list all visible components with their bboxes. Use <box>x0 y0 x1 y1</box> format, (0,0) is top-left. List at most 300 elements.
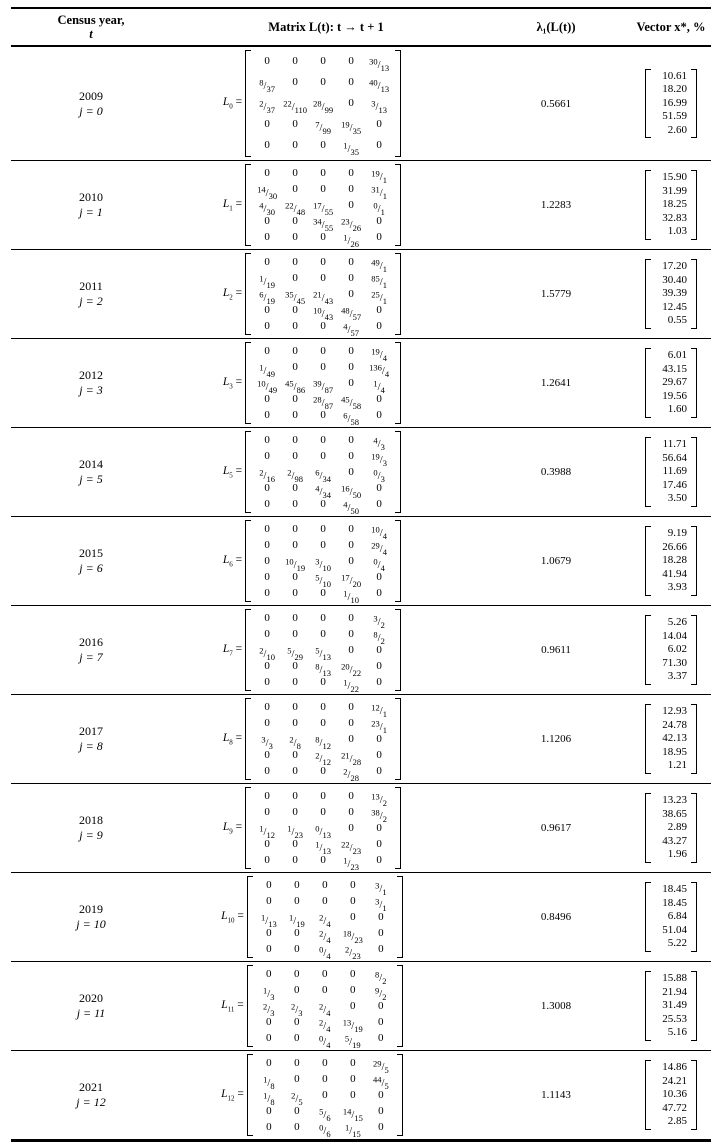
header-matrix: Matrix L(t): t → t + 1 <box>268 20 384 34</box>
matrix-entry: 0 <box>292 450 298 462</box>
matrix-entry: $^{17}/_{55}$ <box>313 200 334 217</box>
matrix-entry: 0 <box>322 1089 328 1101</box>
index-label: j = 5 <box>79 472 103 486</box>
census-year-cell <box>11 279 171 309</box>
matrix-entry: $^1/_{35}$ <box>343 140 359 157</box>
matrix-entry: $^{23}/_1$ <box>371 718 387 735</box>
vector-value: 25.53 <box>662 1012 687 1025</box>
matrix-cell <box>171 698 481 783</box>
matrix-right-bracket <box>395 50 401 157</box>
matrix-entry: 0 <box>292 434 298 446</box>
matrix-entry: 0 <box>292 304 298 316</box>
matrix-entry: 0 <box>292 660 298 672</box>
matrix-entry: 0 <box>378 943 384 955</box>
matrix-entry: 0 <box>320 231 326 243</box>
matrix-entry: 0 <box>266 879 272 891</box>
matrix-entry: 0 <box>348 539 354 551</box>
matrix-entry: 0 <box>320 272 326 284</box>
vector-value: 47.72 <box>662 1101 687 1114</box>
index-label: j = 7 <box>79 650 103 664</box>
vector-value: 26.66 <box>662 540 687 553</box>
vector-value: 71.30 <box>662 656 687 669</box>
matrix-entry: $^1/_{22}$ <box>343 677 359 694</box>
matrix-entry: $^9/_2$ <box>375 985 387 1002</box>
matrix-entry: 0 <box>294 984 300 996</box>
census-year: 2015 <box>79 546 103 560</box>
matrix-entry: 0 <box>294 1073 300 1085</box>
matrix-entry: 0 <box>292 139 298 151</box>
matrix-entry: 0 <box>376 139 382 151</box>
matrix-entry: $^2/_{12}$ <box>315 750 331 767</box>
matrix-entry: 0 <box>376 644 382 656</box>
matrix-entry: 0 <box>348 628 354 640</box>
matrix-entry: $^4/_3$ <box>373 435 385 452</box>
matrix-entry: 0 <box>376 838 382 850</box>
vector-value: 5.22 <box>667 937 687 950</box>
matrix-entry: 0 <box>264 320 270 332</box>
matrix-entry: 0 <box>322 984 328 996</box>
table-row <box>11 339 711 428</box>
matrix-entry: $^{22}/_{110}$ <box>283 98 308 115</box>
matrix-cell <box>171 253 481 338</box>
matrix-entry: 0 <box>292 55 298 67</box>
matrix-cell <box>171 164 481 249</box>
matrix-entry: 0 <box>348 806 354 818</box>
matrix-entry: $^1/_8$ <box>263 1074 275 1091</box>
matrix-entry: $^8/_2$ <box>375 969 387 986</box>
vector-cell <box>631 882 711 952</box>
matrix-entry: 0 <box>320 320 326 332</box>
matrix-entry: $^{17}/_{20}$ <box>341 572 362 589</box>
vector-cell <box>631 793 711 863</box>
matrix-entry: 0 <box>292 183 298 195</box>
matrix-entry: $^5/_{13}$ <box>315 645 331 662</box>
matrix-grid <box>251 787 395 872</box>
matrix-entry: 0 <box>376 749 382 761</box>
matrix-entry: 0 <box>376 587 382 599</box>
matrix-entry: $^0/_6$ <box>319 1122 331 1139</box>
table-row <box>11 873 711 962</box>
vector-value: 51.04 <box>662 923 687 936</box>
matrix-cell <box>171 431 481 516</box>
matrix-entry: $^3/_{13}$ <box>371 98 387 115</box>
matrix-grid <box>251 50 395 157</box>
table-row <box>11 47 711 161</box>
census-year: 2011 <box>79 279 103 293</box>
table-row <box>11 428 711 517</box>
matrix-entry: $^{10}/_{19}$ <box>285 556 306 573</box>
matrix-entry: 0 <box>320 612 326 624</box>
matrix-entry: $^2/_5$ <box>291 1090 303 1107</box>
matrix-entry: 0 <box>294 1105 300 1117</box>
census-year-cell <box>11 635 171 665</box>
eigenvalue-cell: 1.1206 <box>540 733 572 745</box>
vector-value: 19.56 <box>662 389 687 402</box>
matrix-entry: 0 <box>292 676 298 688</box>
vector-right-bracket <box>691 170 697 240</box>
vector-values <box>651 1060 691 1130</box>
matrix-right-bracket <box>395 609 401 691</box>
matrix-entry: 0 <box>320 854 326 866</box>
matrix-grid <box>253 876 397 961</box>
matrix-entry: 0 <box>292 790 298 802</box>
vector-value: 6.84 <box>667 910 687 923</box>
eigenvalue-cell: 1.3008 <box>540 1000 572 1012</box>
matrix-entry: $^{40}/_{13}$ <box>369 77 390 94</box>
matrix-entry: 0 <box>266 1105 272 1117</box>
matrix-entry: $^{30}/_{13}$ <box>369 56 390 73</box>
matrix-entry: $^{21}/_{43}$ <box>313 289 334 306</box>
vector-values <box>651 259 691 329</box>
matrix-entry: 0 <box>294 943 300 955</box>
matrix-entry: 0 <box>376 320 382 332</box>
matrix-label: $L_3$ = <box>222 375 243 391</box>
matrix-entry: $^8/_{13}$ <box>315 661 331 678</box>
matrix-grid <box>251 342 395 427</box>
matrix-entry: $^0/_1$ <box>373 200 385 217</box>
matrix-entry: 0 <box>320 701 326 713</box>
vector-right-bracket <box>691 704 697 774</box>
vector-right-bracket <box>691 1060 697 1130</box>
matrix-entry: 0 <box>292 231 298 243</box>
matrix-entry: $^{19}/_3$ <box>371 451 387 468</box>
matrix-entry: 0 <box>264 256 270 268</box>
census-year-cell <box>11 991 171 1021</box>
matrix-entry: $^6/_{58}$ <box>343 410 359 427</box>
matrix-entry: 0 <box>376 118 382 130</box>
vector-value: 17.46 <box>662 478 687 491</box>
matrix-entry: 0 <box>378 927 384 939</box>
matrix-entry: $^0/_4$ <box>319 944 331 961</box>
matrix-entry: 0 <box>350 1000 356 1012</box>
matrix-entry: $^1/_8$ <box>263 1090 275 1107</box>
vector-value: 3.50 <box>667 492 687 505</box>
eigenvalue-cell: 0.8496 <box>540 911 572 923</box>
matrix-entry: 0 <box>348 523 354 535</box>
header-vector: Vector x*, % <box>636 20 706 34</box>
vector-value: 30.40 <box>662 273 687 286</box>
matrix-entry: 0 <box>292 361 298 373</box>
vector-value: 29.67 <box>662 376 687 389</box>
vector-value: 41.94 <box>662 567 687 580</box>
vector-value: 3.37 <box>667 670 687 683</box>
matrix-grid <box>251 164 395 249</box>
matrix-entry: 0 <box>348 822 354 834</box>
matrix-entry: 0 <box>264 628 270 640</box>
eigenvalue-cell: 0.5661 <box>540 97 572 110</box>
matrix-entry: 0 <box>266 968 272 980</box>
matrix-entry: 0 <box>264 523 270 535</box>
vector-value: 56.64 <box>662 451 687 464</box>
matrix-entry: 0 <box>266 1057 272 1069</box>
vector-right-bracket <box>691 526 697 596</box>
matrix-entry: $^{25}/_1$ <box>371 289 387 306</box>
vector-values <box>651 526 691 596</box>
matrix-entry: 0 <box>264 838 270 850</box>
matrix-entry: 0 <box>264 660 270 672</box>
matrix-entry: 0 <box>348 55 354 67</box>
matrix-entry: $^{136}/_4$ <box>369 362 390 379</box>
matrix-entry: $^{16}/_{50}$ <box>341 483 362 500</box>
matrix-entry: 0 <box>292 587 298 599</box>
matrix-entry: $^8/_{12}$ <box>315 734 331 751</box>
matrix-entry: 0 <box>320 256 326 268</box>
matrix-entry: $^2/_{28}$ <box>343 766 359 783</box>
vector-cell <box>631 259 711 329</box>
matrix-entry: 0 <box>292 838 298 850</box>
matrix-entry: 0 <box>292 393 298 405</box>
vector-values <box>651 882 691 952</box>
vector-value: 18.28 <box>662 554 687 567</box>
vector-right-bracket <box>691 259 697 329</box>
matrix-entry: 0 <box>348 288 354 300</box>
matrix-entry: 0 <box>322 895 328 907</box>
matrix-right-bracket <box>395 520 401 602</box>
vector-right-bracket <box>691 882 697 952</box>
matrix-entry: 0 <box>320 434 326 446</box>
matrix-entry: 0 <box>292 256 298 268</box>
matrix-entry: 0 <box>294 1032 300 1044</box>
matrix-entry: $^{14}/_{30}$ <box>257 184 278 201</box>
matrix-entry: 0 <box>378 911 384 923</box>
matrix-entry: 0 <box>376 733 382 745</box>
census-year-cell <box>11 457 171 487</box>
vector-value: 11.69 <box>662 465 687 478</box>
matrix-entry: $^{49}/_1$ <box>371 257 387 274</box>
matrix-label: $L_9$ = <box>222 820 243 836</box>
vector-value: 42.13 <box>662 732 687 745</box>
matrix-entry: 0 <box>264 434 270 446</box>
matrix-entry: 0 <box>378 1121 384 1133</box>
vector-value: 1.03 <box>667 225 687 238</box>
matrix-entry: $^{22}/_{23}$ <box>341 839 362 856</box>
matrix-entry: 0 <box>264 539 270 551</box>
census-year: 2016 <box>79 635 103 649</box>
matrix-entry: 0 <box>292 539 298 551</box>
matrix-entry: 0 <box>264 765 270 777</box>
vector-cell <box>631 348 711 418</box>
vector-value: 11.71 <box>662 438 687 451</box>
census-year-cell <box>11 368 171 398</box>
matrix-entry: 0 <box>264 498 270 510</box>
vector-value: 5.26 <box>667 616 687 629</box>
matrix-entry: 0 <box>292 854 298 866</box>
index-label: j = 12 <box>76 1095 106 1109</box>
index-label: j = 9 <box>79 828 103 842</box>
matrix-entry: $^4/_{50}$ <box>343 499 359 516</box>
matrix-entry: $^{28}/_{87}$ <box>313 394 334 411</box>
matrix-grid <box>253 965 397 1050</box>
matrix-entry: 0 <box>348 199 354 211</box>
matrix-entry: 0 <box>264 231 270 243</box>
census-year-cell <box>11 724 171 754</box>
matrix-grid <box>251 431 395 516</box>
matrix-right-bracket <box>395 431 401 513</box>
vector-cell <box>631 615 711 685</box>
matrix-entry: 0 <box>376 482 382 494</box>
matrix-entry: 0 <box>348 272 354 284</box>
vector-value: 24.21 <box>662 1074 687 1087</box>
census-year: 2009 <box>79 88 103 103</box>
matrix-entry: 0 <box>348 701 354 713</box>
table-row <box>11 1051 711 1139</box>
matrix-entry: 0 <box>378 1105 384 1117</box>
vector-value: 51.59 <box>662 110 687 123</box>
vector-value: 15.90 <box>662 171 687 184</box>
matrix-entry: 0 <box>348 167 354 179</box>
vector-value: 21.94 <box>662 985 687 998</box>
matrix-entry: 0 <box>376 231 382 243</box>
census-year: 2012 <box>79 368 103 382</box>
matrix-entry: 0 <box>348 256 354 268</box>
eigenvalue-cell: 1.0679 <box>540 555 572 567</box>
matrix-entry: 0 <box>320 587 326 599</box>
matrix-entry: $^1/_{13}$ <box>261 912 277 929</box>
header-census-year <box>11 13 171 41</box>
matrix-entry: 0 <box>266 927 272 939</box>
matrix-entry: $^1/_{49}$ <box>259 362 275 379</box>
matrix-entry: 0 <box>264 118 270 130</box>
matrix-grid <box>251 698 395 783</box>
matrix-entry: $^2/_8$ <box>289 734 301 751</box>
table-row <box>11 606 711 695</box>
vector-value: 6.01 <box>667 349 687 362</box>
vector-cell <box>631 971 711 1041</box>
matrix-entry: 0 <box>348 377 354 389</box>
matrix-entry: $^2/_{98}$ <box>287 467 303 484</box>
census-year: 2019 <box>79 902 103 916</box>
matrix-entry: 0 <box>292 717 298 729</box>
vector-value: 2.85 <box>667 1115 687 1128</box>
matrix-cell <box>171 609 481 694</box>
census-year-cell <box>11 89 171 119</box>
index-label: j = 1 <box>79 205 103 219</box>
index-label: j = 11 <box>76 1006 106 1020</box>
vector-value: 2.89 <box>667 821 687 834</box>
matrix-entry: $^2/_4$ <box>319 912 331 929</box>
vector-value: 5.16 <box>667 1026 687 1039</box>
vector-value: 18.95 <box>662 745 687 758</box>
matrix-entry: 0 <box>348 361 354 373</box>
matrix-entry: 0 <box>292 167 298 179</box>
matrix-entry: 0 <box>376 822 382 834</box>
vector-value: 9.19 <box>667 527 687 540</box>
matrix-entry: 0 <box>348 76 354 88</box>
matrix-entry: 0 <box>292 571 298 583</box>
matrix-entry: $^6/_{19}$ <box>259 289 275 306</box>
vector-cell <box>631 170 711 240</box>
matrix-entry: $^{48}/_{57}$ <box>341 305 362 322</box>
matrix-entry: $^{34}/_{55}$ <box>313 216 334 233</box>
matrix-entry: 0 <box>264 304 270 316</box>
matrix-entry: 0 <box>376 393 382 405</box>
matrix-entry: 0 <box>292 523 298 535</box>
matrix-label: $L_0$ = <box>222 96 243 111</box>
vector-values <box>651 793 691 863</box>
matrix-entry: 0 <box>264 790 270 802</box>
matrix-label: $L_8$ = <box>222 731 243 747</box>
matrix-entry: $^{19}/_{35}$ <box>341 119 362 136</box>
eigenvalue-cell: 1.1143 <box>541 1089 571 1101</box>
matrix-entry: 0 <box>292 272 298 284</box>
matrix-entry: $^1/_{23}$ <box>343 855 359 872</box>
matrix-right-bracket <box>397 876 403 958</box>
vector-value: 12.45 <box>662 300 687 313</box>
matrix-entry: $^{10}/_{49}$ <box>257 378 278 395</box>
vector-cell <box>631 1060 711 1130</box>
matrix-entry: $^0/_{13}$ <box>315 823 331 840</box>
vector-cell <box>631 69 711 139</box>
vector-value: 2.60 <box>667 123 687 136</box>
vector-value: 13.23 <box>662 794 687 807</box>
matrix-entry: 0 <box>292 409 298 421</box>
matrix-right-bracket <box>395 698 401 780</box>
header-census-year-line2: t <box>89 27 93 41</box>
vector-value: 18.25 <box>662 198 687 211</box>
census-year-cell <box>11 902 171 932</box>
matrix-grid <box>251 520 395 605</box>
matrix-cell <box>171 520 481 605</box>
matrix-entry: 0 <box>294 895 300 907</box>
matrix-entry: $^3/_1$ <box>375 896 387 913</box>
vector-value: 3.93 <box>667 581 687 594</box>
vector-value: 43.27 <box>662 834 687 847</box>
index-label: j = 8 <box>79 739 103 753</box>
matrix-entry: 0 <box>292 482 298 494</box>
matrix-entry: 0 <box>264 749 270 761</box>
matrix-grid <box>251 609 395 694</box>
matrix-entry: 0 <box>322 1057 328 1069</box>
matrix-entry: 0 <box>348 717 354 729</box>
census-year-cell <box>11 190 171 220</box>
matrix-entry: 0 <box>292 749 298 761</box>
matrix-entry: 0 <box>322 968 328 980</box>
matrix-entry: $^5/_{10}$ <box>315 572 331 589</box>
vector-value: 43.15 <box>662 362 687 375</box>
vector-value: 1.21 <box>667 759 687 772</box>
matrix-entry: 0 <box>264 612 270 624</box>
matrix-entry: 0 <box>264 555 270 567</box>
matrix-entry: $^5/_{19}$ <box>344 1033 361 1050</box>
matrix-entry: $^1/_4$ <box>373 378 385 395</box>
matrix-entry: $^{35}/_{45}$ <box>285 289 306 306</box>
census-year: 2010 <box>79 190 103 204</box>
matrix-entry: 0 <box>350 984 356 996</box>
vector-value: 17.20 <box>662 260 687 273</box>
matrix-grid <box>253 1054 397 1139</box>
matrix-entry: 0 <box>376 304 382 316</box>
vector-value: 10.36 <box>662 1088 687 1101</box>
table-row <box>11 695 711 784</box>
matrix-cell <box>171 965 481 1050</box>
matrix-entry: $^{28}/_{99}$ <box>313 98 334 115</box>
matrix-entry: 0 <box>378 1032 384 1044</box>
matrix-entry: $^{38}/_2$ <box>371 807 387 824</box>
matrix-entry: $^{14}/_{15}$ <box>342 1106 363 1123</box>
matrix-entry: $^1/_{10}$ <box>343 588 359 605</box>
matrix-entry: 0 <box>264 215 270 227</box>
matrix-entry: 0 <box>264 139 270 151</box>
matrix-label: $L_{11}$ = <box>221 998 244 1014</box>
eigenvalue-cell: 1.5779 <box>540 288 572 300</box>
matrix-entry: 0 <box>320 628 326 640</box>
matrix-entry: 0 <box>320 76 326 88</box>
matrix-entry: $^3/_3$ <box>261 734 273 751</box>
table-header-row <box>11 9 711 47</box>
matrix-entry: $^2/_{23}$ <box>345 944 361 961</box>
matrix-entry: $^1/_{19}$ <box>289 912 305 929</box>
header-census-year-line1: Census year, <box>57 13 125 27</box>
